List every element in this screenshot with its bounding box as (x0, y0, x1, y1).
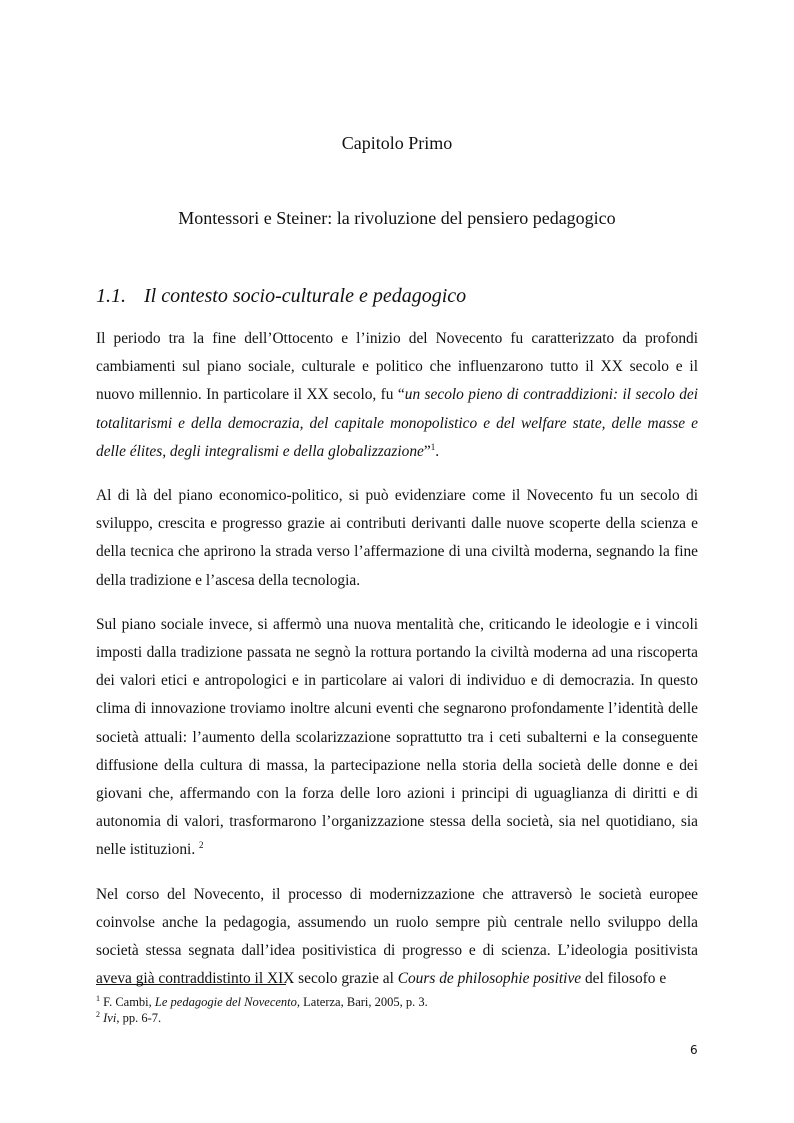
paragraph (96, 482, 698, 595)
footnote (96, 1010, 428, 1026)
footnote-author: F. Cambi, (100, 995, 155, 1009)
chapter-label: Capitolo Primo (341, 133, 453, 153)
work-title: Cours de philosophie positive (397, 970, 582, 988)
footnote-details: , pp. 6-7. (116, 1011, 162, 1025)
paragraph (96, 611, 698, 865)
paragraph (96, 881, 698, 994)
paragraph-text: Al di là del piano economico-politico, si può evidenziare come il Novecento fu un secolo di sviluppo, crescita e progresso grazie ai contributi derivanti dalle nuove scoperte della scienza e della tecnica che aprirono la strada verso l’affermazione di una civiltà moderna, segnando la fine della tradizione e l’ascesa della tecnologia. (96, 487, 698, 589)
paragraph-text: Nel corso del Novecento, il processo di modernizzazione che attraversò le società europee coinvolse anche la pedagogia, assumendo un ruolo sempre più centrale nello sviluppo della società stessa segnata dall’idea positivistica di progresso e di scienza. L’ideologia positivista aveva già contraddistinto il XIX secolo grazie al (96, 885, 698, 988)
paragraph-text: del filosofo e (581, 970, 667, 988)
footnote-ref[interactable]: 1 (430, 441, 436, 452)
footnote-marker: 1 (96, 993, 100, 1003)
footnotes (96, 994, 428, 1026)
paragraph-text: Sul piano sociale invece, si affermò una nuova mentalità che, criticando le ideologie e i vincoli imposti dalla tradizione passata ne segnò la rottura portando la civiltà moderna ad una riscoperta dei valori etici e antropologici e in particolare ai valori di individuo e di democrazia. In questo clima di innovazione troviamo inoltre alcuni eventi che segnarono profondamente l’identità delle società attuali: l’aumento della scolarizzazione soprattutto tra i ceti subalterni e la conseguente diffusione della cultura di massa, la partecipazione nella storia della società delle donne e dei giovani che, affermando con la forza delle loro azioni i principi di uguaglianza di diritti e di autonomia di valori, trasformarono l’organizzazione stessa della società, sia nel quotidiano, sia nelle istituzioni. (96, 615, 698, 859)
footnote-ref[interactable]: 2 (199, 840, 204, 851)
section-number: 1.1. (96, 285, 126, 307)
section-heading (96, 285, 466, 308)
paragraph-text: . (435, 442, 440, 460)
footnote-details: Laterza, Bari, 2005, p. 3. (300, 995, 428, 1009)
paragraph-text: Il periodo tra la fine dell’Ottocento e l’inizio del Novecento fu caratterizzato da profondi cambiamenti sul piano sociale, culturale e politico che influenzarono tutto il XX secolo e il nuovo millennio. In particolare il XX secolo, fu “ (96, 330, 698, 404)
footnote-work: Ivi (103, 1011, 117, 1025)
footnote (96, 994, 428, 1010)
quotation: un secolo pieno di contraddizioni: il secolo dei totalitarismi e della democrazia, del capitale monopolistico e del welfare state, delle masse e delle élites, degli integralismi e della globalizzazione (96, 386, 699, 460)
page-number: 6 (690, 1043, 698, 1057)
footnote-work: Le pedagogie del Novecento, (154, 995, 301, 1009)
body-text (96, 325, 698, 993)
chapter-title: Montessori e Steiner: la rivoluzione del pensiero pedagogico (178, 208, 616, 228)
footnote-divider (96, 984, 286, 985)
section-title: Il contesto socio-culturale e pedagogico (144, 285, 467, 307)
paragraph (96, 325, 698, 466)
quote-close: ” (423, 442, 431, 460)
footnote-marker: 2 (96, 1009, 100, 1019)
